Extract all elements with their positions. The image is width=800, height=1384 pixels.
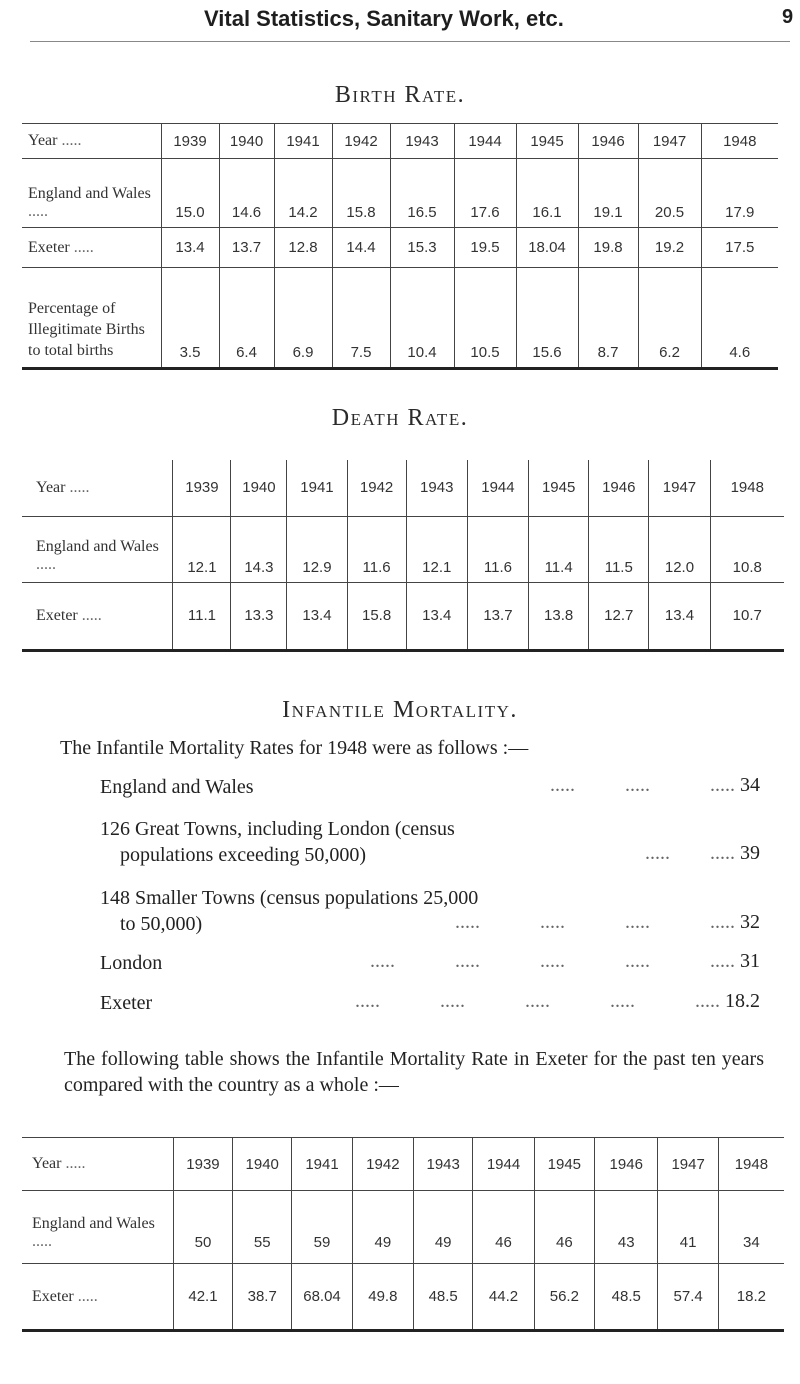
value-cell: 13.7 [219,228,274,268]
value-cell: 6.2 [638,268,701,369]
value-cell: 15.8 [347,582,406,650]
value-cell: 48.5 [414,1264,473,1331]
death-rate-title: Death Rate. [331,405,469,431]
value-cell: 11.4 [529,516,589,582]
year-cell: 1947 [638,124,701,159]
year-cell: 1940 [231,460,287,516]
list-item-continued: to 50,000) [120,913,203,935]
row-label: Exeter ..... [22,228,161,268]
row-label: England and Wales ..... [22,1191,173,1264]
year-cell: 1946 [578,124,638,159]
value-cell: 68.04 [292,1264,352,1331]
row-label: England and Wales ..... [22,159,161,228]
value-cell: 59 [292,1191,352,1264]
value-cell: 10.7 [710,582,784,650]
value-cell: 19.5 [454,228,516,268]
value-cell: 12.9 [287,516,347,582]
death-header-row [22,460,784,516]
infantile-intro: The Infantile Mortality Rates for 1948 were as follows :— [60,737,529,759]
value-cell: 42.1 [173,1264,232,1331]
year-label-cell: Year ..... [22,124,161,159]
list-item-continued: populations exceeding 50,000) [120,844,367,866]
value-cell: 18.04 [516,228,578,268]
year-cell: 1941 [274,124,332,159]
value-cell: 19.1 [578,159,638,228]
value-cell: 49.8 [352,1264,413,1331]
value-cell: 43 [595,1191,658,1264]
value-cell: 8.7 [578,268,638,369]
table-row [22,516,784,582]
row-label: Percentage of Illegitimate Births to total births [22,268,161,369]
year-cell: 1947 [649,460,710,516]
value-cell: 16.5 [390,159,454,228]
value-cell: 49 [414,1191,473,1264]
value-cell: 18.2 [718,1264,784,1331]
year-label-cell: Year ..... [22,1138,173,1191]
year-cell: 1939 [161,124,219,159]
list-value: ..... ..... ..... ..... ..... 31 [370,950,760,972]
year-cell: 1941 [292,1138,352,1191]
header-rule [30,41,790,42]
year-cell: 1943 [390,124,454,159]
year-cell: 1948 [710,460,784,516]
value-cell: 6.4 [219,268,274,369]
value-cell: 14.4 [332,228,390,268]
row-label: Exeter ..... [22,582,173,650]
birth-rate-title: Birth Rate. [334,82,466,108]
value-cell: 11.1 [173,582,231,650]
value-cell: 55 [233,1191,292,1264]
page-header [0,2,800,42]
value-cell: 12.1 [173,516,231,582]
year-cell: 1944 [467,460,528,516]
year-cell: 1947 [658,1138,718,1191]
list-value: ..... ..... ..... ..... ..... 18.2 [355,990,760,1012]
value-cell: 13.7 [467,582,528,650]
value-cell: 17.6 [454,159,516,228]
row-label: England and Wales ..... [22,516,173,582]
value-cell: 13.4 [161,228,219,268]
value-cell: 15.8 [332,159,390,228]
value-cell: 20.5 [638,159,701,228]
value-cell: 11.5 [589,516,649,582]
value-cell: 6.9 [274,268,332,369]
list-value: ..... ..... ..... ..... 32 [455,911,760,933]
list-item: London [100,952,163,974]
value-cell: 19.8 [578,228,638,268]
value-cell: 12.0 [649,516,710,582]
year-cell: 1945 [516,124,578,159]
value-cell: 38.7 [233,1264,292,1331]
value-cell: 11.6 [347,516,406,582]
value-cell: 10.8 [710,516,784,582]
following-paragraph: The following table shows the Infantile Mortality Rate in Exeter for the past ten years compared with the country as a whole :— [64,1048,764,1096]
year-cell: 1940 [233,1138,292,1191]
year-cell: 1945 [529,460,589,516]
value-cell: 57.4 [658,1264,718,1331]
year-cell: 1944 [454,124,516,159]
value-cell: 15.3 [390,228,454,268]
year-cell: 1944 [473,1138,534,1191]
list-item: 126 Great Towns, including London (census [100,818,455,840]
value-cell: 7.5 [332,268,390,369]
row-label: Exeter ..... [22,1264,173,1331]
year-cell: 1939 [173,1138,232,1191]
year-cell: 1946 [595,1138,658,1191]
table-row [22,1191,784,1264]
value-cell: 41 [658,1191,718,1264]
table-row [22,1264,784,1331]
infantile-mortality-title: Infantile Mortality. [282,697,518,723]
year-label-cell: Year ..... [22,460,173,516]
value-cell: 12.1 [406,516,467,582]
table-row [22,228,778,268]
infantile-header-row [22,1138,784,1191]
birth-rate-table [22,123,778,370]
value-cell: 4.6 [701,268,778,369]
running-title: Vital Statistics, Sanitary Work, etc. [204,6,564,31]
value-cell: 14.2 [274,159,332,228]
value-cell: 17.9 [701,159,778,228]
value-cell: 10.4 [390,268,454,369]
list-item: 148 Smaller Towns (census populations 25,000 [100,887,479,909]
table-row [22,159,778,228]
year-cell: 1943 [414,1138,473,1191]
page-number: 9 [782,6,794,28]
year-cell: 1942 [347,460,406,516]
year-cell: 1948 [718,1138,784,1191]
value-cell: 48.5 [595,1264,658,1331]
value-cell: 46 [534,1191,594,1264]
birth-header-row [22,124,778,159]
value-cell: 13.4 [649,582,710,650]
value-cell: 46 [473,1191,534,1264]
value-cell: 12.7 [589,582,649,650]
year-cell: 1946 [589,460,649,516]
year-cell: 1940 [219,124,274,159]
value-cell: 16.1 [516,159,578,228]
table-row [22,268,778,369]
value-cell: 11.6 [467,516,528,582]
year-cell: 1945 [534,1138,594,1191]
list-value: ..... ..... ..... 34 [550,774,760,796]
value-cell: 15.6 [516,268,578,369]
value-cell: 12.8 [274,228,332,268]
value-cell: 3.5 [161,268,219,369]
value-cell: 15.0 [161,159,219,228]
value-cell: 10.5 [454,268,516,369]
value-cell: 14.3 [231,516,287,582]
death-rate-table [22,460,784,652]
year-cell: 1942 [332,124,390,159]
list-item: England and Wales [100,776,254,798]
value-cell: 13.4 [406,582,467,650]
year-cell: 1943 [406,460,467,516]
value-cell: 14.6 [219,159,274,228]
value-cell: 56.2 [534,1264,594,1331]
year-cell: 1948 [701,124,778,159]
value-cell: 50 [173,1191,232,1264]
value-cell: 13.3 [231,582,287,650]
value-cell: 13.4 [287,582,347,650]
list-value: ..... ..... 39 [645,842,760,864]
year-cell: 1939 [173,460,231,516]
infantile-mortality-table [22,1137,784,1332]
list-item: Exeter [100,992,153,1014]
table-row [22,582,784,650]
value-cell: 34 [718,1191,784,1264]
value-cell: 13.8 [529,582,589,650]
value-cell: 44.2 [473,1264,534,1331]
year-cell: 1941 [287,460,347,516]
value-cell: 17.5 [701,228,778,268]
value-cell: 19.2 [638,228,701,268]
value-cell: 49 [352,1191,413,1264]
year-cell: 1942 [352,1138,413,1191]
